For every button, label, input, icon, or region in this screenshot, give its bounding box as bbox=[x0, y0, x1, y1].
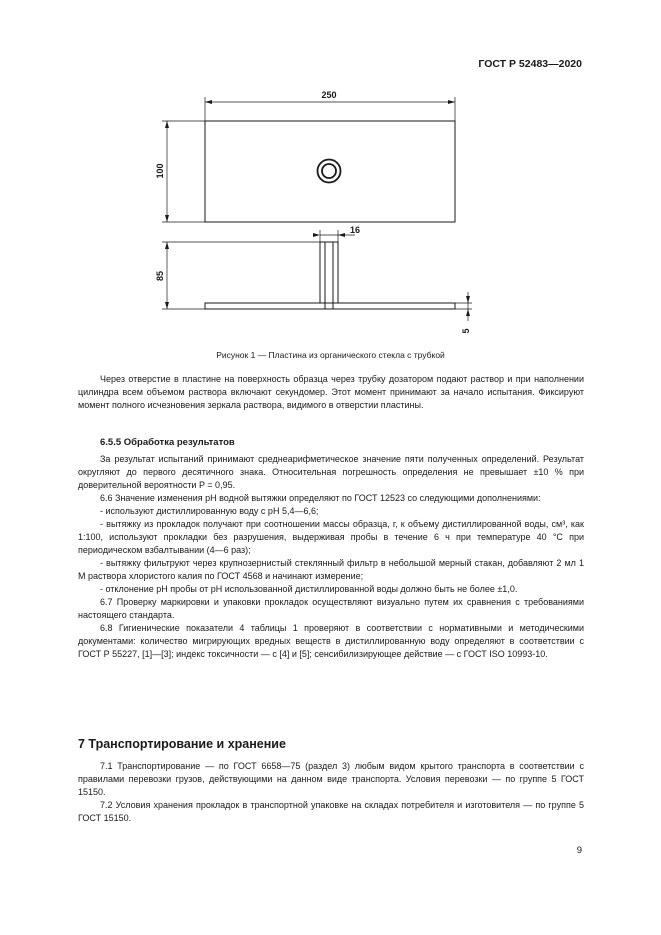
tube-height-dimension-label: 85 bbox=[155, 270, 165, 282]
paragraph-block-transport bbox=[78, 760, 584, 825]
tube-side-view bbox=[320, 242, 338, 303]
list-item-extract: - вытяжку из прокладок получают при соотношении массы образца, г, к объему дистиллированной воды, см³, как 1:100, используют прокладки без разрушения, выдерживая пробы в течение 6 ч при температуре 40 °С при периодическом взбалтывании (4—6 раз); bbox=[78, 519, 584, 555]
paragraph-results: За результат испытаний принимают среднеарифметическое значение пяти полученных определений. Результат округляют до первого десятичного знака. Относительная погрешность определения не превышает ±10 % при доверительной вероятности P = 0,95. bbox=[78, 454, 584, 490]
figure-caption: Рисунок 1 — Пластина из органического стекла с трубкой bbox=[216, 350, 445, 360]
paragraph-text: Через отверстие в пластине на поверхность образца через трубку дозатором подают раствор и при наполнении цилиндра всем объемом раствора включают секундомер. Этот момент принимают за начало испытания. Фиксируют момент полного исчезновения зеркала раствора, видимого в отверстии пластины. bbox=[78, 374, 584, 410]
paragraph-6-8: 6.8 Гигиенические показатели 4 таблицы 1 проверяют в соответствии с нормативными и методическими документами: количество мигрирующих вредных веществ в дистиллированную воду определяют в соответствии с ГОСТ Р 55227, [1]—[3]; индекс токсичности — с [4] и [5]; сенсибилизирующее действие — с ГОСТ ISO 10993-10. bbox=[78, 623, 584, 659]
tube-width-dimension-label: 16 bbox=[349, 225, 361, 235]
paragraph-block-results bbox=[78, 453, 584, 661]
width-dimension-label: 250 bbox=[321, 90, 337, 100]
height-dimension-label: 100 bbox=[155, 163, 165, 179]
plate-side-view bbox=[205, 303, 455, 309]
plate-top-view bbox=[205, 121, 455, 222]
list-item-water: - используют дистиллированную воду с pH 5,4—6,6; bbox=[100, 506, 319, 516]
list-item-filter: - вытяжку фильтруют через крупнозернистый стеклянный фильтр в небольшой мерный стакан, добавляют 2 мл 1 М раствора хлористого калия по ГОСТ 4568 и начинают измерение; bbox=[78, 558, 584, 581]
paragraph-6-6: 6.6 Значение изменения pH водной вытяжки определяют по ГОСТ 12523 со следующими дополнениями: bbox=[100, 493, 541, 503]
page-number: 9 bbox=[576, 845, 582, 856]
list-item-deviation: - отклонение pH пробы от pH использованной дистиллированной воды должно быть не более ±1,0. bbox=[100, 584, 518, 594]
paragraph-6-7: 6.7 Проверку маркировки и упаковки прокладок осуществляют визуально путем их сравнения с требованиями настоящего стандарта. bbox=[78, 597, 584, 620]
section-heading-6-5-5: 6.5.5 Обработка результатов bbox=[100, 437, 235, 448]
plate-drawing bbox=[150, 85, 490, 345]
paragraph-procedure bbox=[78, 373, 584, 412]
thickness-dimension-label: 5 bbox=[461, 328, 471, 334]
document-header: ГОСТ Р 52483—2020 bbox=[478, 58, 582, 70]
tube-hole-inner bbox=[322, 164, 336, 178]
section-heading-7: 7 Транспортирование и хранение bbox=[78, 737, 286, 751]
paragraph-7-2: 7.2 Условия хранения прокладок в транспортной упаковке на складах потребителя и изготовителя — по группе 5 ГОСТ 15150. bbox=[78, 800, 584, 823]
paragraph-7-1: 7.1 Транспортирование — по ГОСТ 6658—75 (раздел 3) любым видом крытого транспорта в соответствии с правилами перевозки грузов, действующими на данном виде транспорта. Условия перевозки — по группе 5 ГОСТ 15150. bbox=[78, 761, 584, 797]
tube-hole-outer bbox=[318, 160, 341, 183]
